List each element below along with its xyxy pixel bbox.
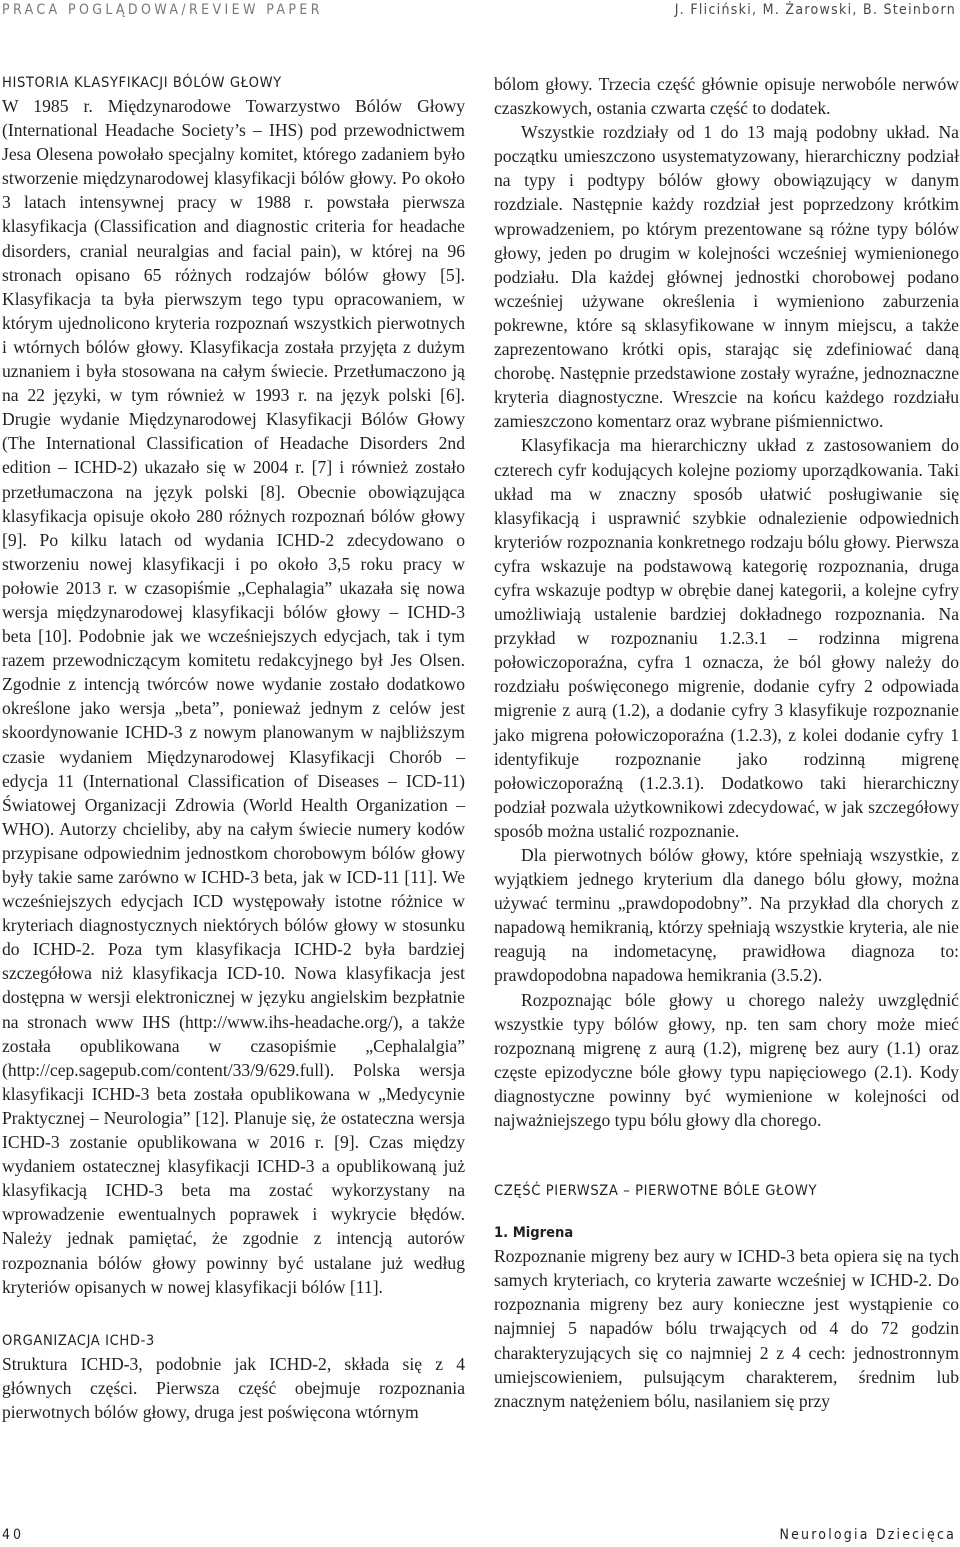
body-paragraph: Klasyfikacja ma hierarchiczny układ z zastosowaniem do czterech cyfr kodujących kolejne poziomy uporządkowania. Taki układ ma w znaczny sposób ułatwić posługiwanie się klasyfikacją i usprawnić szybkie odnalezienie odpowiednich kryteriów rozpoznania konkretnego rodzaju bólu głowy. Pierwsza cyfra wskazuje na podstawową kategorię rozpoznania, druga cyfra wskazuje podtyp w obrębie danej kategorii, a kolejne cyfry umożliwiają ustalenie bardziej dokładnego rozpoznania. Na przykład w rozpoznaniu 1.2.3.1 – rodzinna migrena połowiczoporaźna, cyfra 1 oznacza, że ból głowy należy do rozdziału poświęconego migrenie, dodanie cyfry 2 odpowiada migrenie z aurą (1.2), a dodanie cyfry 3 klasyfikuje rozpoznanie jako migrena połowiczoporaźna (1.2.3), z kolei dodanie cyfry 1 identyfikuje rozpoznanie jako rodzinną migrenę połowiczoporaźną (1.2.3.1). Dodatkowo taki hierarchiczny podział pozwala użytkownikowi zdecydować, w jak szczegółowy sposób można ustalić rozpoznanie. [494,435,959,841]
part-heading: CZĘŚĆ PIERWSZA – PIERWOTNE BÓLE GŁOWY [494,1182,818,1200]
authors: J. Fliciński, M. Żarowski, B. Steinborn [674,2,956,18]
organization-heading: ORGANIZACJA ICHD-3 [2,1331,155,1349]
body-paragraph: Dla pierwotnych bólów głowy, które spełniają wszystkie, z wyjątkiem jednego kryterium dla danego bólu głowy, można używać terminu „prawdopodobny”. Na przykład dla chorych z napadową hemikranią, którzy spełniają wszystkie kryteria, ale nie reagują na indometacynę, prawidłowa diagnoza to: prawdopodobna napadowa hemikrania (3.5.2). [494,845,959,986]
body-paragraph: Rozpoznanie migreny bez aury w ICHD-3 beta opiera się na tych samych kryteriach, co kryteria zawarte wcześniej w ICHD-2. Do rozpoznania migreny bez aury konieczne jest wystąpienie co najmniej 5 napadów bólu trwających od 4 do 72 godzin charakteryzujących się co najmniej 2 z 4 cech: jednostronnym umiejscowieniem, pulsującym charakterem, średnim lub znacznym natężeniem bólu, nasilaniem się przy [494,1246,959,1411]
body-paragraph: bólom głowy. Trzecia część głównie opisuje nerwobóle nerwów czaszkowych, ostania czwarta część to dodatek. [494,74,959,119]
right-column [494,72,959,1413]
body-paragraph: Wszystkie rozdziały od 1 do 13 mają podobny układ. Na początku umieszczono usystematyzowany, hierarchiczny podział na typy i podtypy bólów głowy obowiązujący w danym rozdziale. Następnie każdy rozdział jest poprzedzony krótkim wprowadzeniem, po którym prezentowane są różne typy bólów głowy, jeden po drugim w kolejności wcześniej wymienionego podziału. Dla każdej głównej jednostki chorobowej podano wcześniej używane określenia i wymieniono zaburzenia pokrewne, które są sklasyfikowane w innym miejscu, a także zaprezentowano krótki opis, starając się zdefiniować daną chorobę. Następnie przedstawione zostały wyraźne, jednoznaczne kryteria diagnostyczne. Wreszcie na końcu każdego rozdziału zamieszczono komentarz oraz wybrane piśmiennictwo. [494,122,959,432]
organization-paragraph: Struktura ICHD-3, podobnie jak ICHD-2, składa się z 4 głównych części. Pierwsza część obejmuje rozpoznania pierwotnych bólów głowy, druga jest poświęcona wtórnym [2,1353,465,1422]
section-label: PRACA POGLĄDOWA/REVIEW PAPER [2,2,323,18]
subsection-heading: 1. Migrena [494,1224,574,1242]
history-heading: HISTORIA KLASYFIKACJI BÓLÓW GŁOWY [2,74,282,91]
left-column [2,72,465,1424]
history-paragraph: W 1985 r. Międzynarodowe Towarzystwo Bólów Głowy (International Headache Society’s – IHS) pod przewodnictwem Jesa Olesena powołało specjalny komitet, którego zadaniem było stworzenie międzynarodowej klasyfikacji bólów głowy. Po około 3 latach intensywnej pracy w 1988 r. powstała pierwsza klasyfikacja (Classification and diagnostic criteria for headache disorders, cranial neuralgias and facial pain), w której na 96 stronach opisano 65 różnych rodzajów bólów głowy [5]. Klasyfikacja ta była pierwszym tego typu opracowaniem, w którym ujednolicono kryteria rozpoznań wszystkich pierwotnych i wtórnych bólów głowy. Klasyfikacja została przyjęta z dużym uznaniem i była stosowana na całym świecie. Przetłumaczono ją na 22 języki, w tym również w 1993 r. na język polski [6]. Drugie wydanie Międzynarodowej Klasyfikacji Bólów Głowy (The International Classification of Headache Disorders 2nd edition – ICHD-2) ukazało się w 2004 r. [7] i również zostało przetłumaczona na język polski [8]. Obecnie obowiązująca klasyfikacja opisuje około 280 różnych rozpoznań bólów głowy [9]. Po kilku latach od wydania ICHD-2 zdecydowano o stworzeniu nowej klasyfikacji i po około 3,5 roku pracy w połowie 2013 r. w czasopiśmie „Cephalagia” ukazała się nowa wersja międzynarodowej klasyfikacji bólów głowy – ICHD-3 beta [10]. Podobnie jak we wcześniejszych edycjach, tak i tym razem przewodniczącym komitetu redakcyjnego był Jes Olsen. Zgodnie z intencją twórców nowe wydanie zostało dodatkowo określone jako wersja „beta”, ponieważ jednym z celów jest skoordynowanie ICHD-3 z nowym planowanym w najbliższym czasie wydaniem Międzynarodowej Klasyfikacji Chorób – edycja 11 (International Classification of Diseases – ICD-11) Światowej Organizacji Zdrowia (World Health Organization – WHO). Autorzy chcieliby, aby na całym świecie numery kodów przypisane odpowiednim jednostkom chorobowym bólów głowy były takie same zarówno w ICHD-3 beta, jak w ICD-11 [11]. We wcześniejszych edycjach ICD występowały istotne różnice w kryteriach diagnostycznych niektórych bólów głowy w stosunku do ICHD-2. Poza tym klasyfikacja ICHD-2 była bardziej szczegółowa niż klasyfikacja ICD-10. Nowa klasyfikacja jest dostępna w wersji elektronicznej w języku angielskim bezpłatnie na stronach www IHS (http://www.ihs-headache.org/), a także została opublikowana w czasopiśmie „Cephalalgia” (http://cep.sagepub.com/content/33/9/629.full). Polska wersja klasyfikacji ICHD-3 beta została opublikowana w „Medycynie Praktycznej – Neurologia” [12]. Planuje się, że ostateczna wersja ICHD-3 zostanie opublikowana w 2016 r. [9]. Czas między wydaniem ostatecznej klasyfikacji ICHD-3 a opublikowaną już klasyfikacją ICHD-3 beta ma zostać wykorzystany na wprowadzenie ewentualnych poprawek i wykrycie błędów. Należy jednak pamiętać, że zgodnie z intencją autorów rozpoznania bólów głowy powinny być ustalane już według kryteriów opisanych w nowej klasyfikacji bólów [11]. [2,96,465,1297]
journal-name: Neurologia Dziecięca [779,1527,956,1543]
body-paragraph: Rozpoznając bóle głowy u chorego należy uwzględnić wszystkie typy bólów głowy, np. ten sam chory może mieć rozpoznaną migrenę z aurą (1.2), migrenę bez aury (1.1) oraz częste epizodyczne bóle głowy typu napięciowego (2.1). Kody diagnostyczne powinny być wymienione w kolejności od najważniejszego typu bólu głowy dla chorego. [494,989,959,1131]
page-number: 40 [2,1527,25,1543]
